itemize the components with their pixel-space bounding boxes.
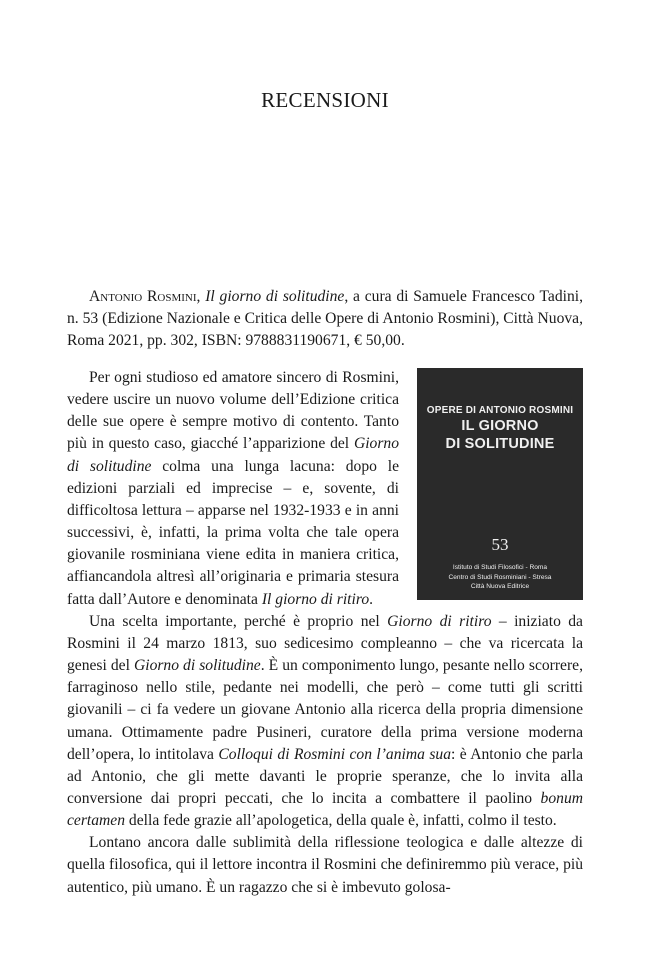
review-body [67,367,583,899]
text-run: : è Antonio che parla ad Antonio, che gli mette davanti le proprie speranze, che lo invita alla conversione dai propri peccati, che lo incita a combattere il paolino [67,745,584,807]
paragraph-3: Lontano ancora dalle sublimità della riflessione teologica e dalle altezze di quella filosofica, qui il lettore incontra il Rosmini che definiremmo più verace, più autentico, più umano. È un ragazzo che si è imbevuto golosa- [67,834,583,896]
text-run: – iniziato da Rosmini il 24 marzo 1813, suo sedicesimo compleanno – che va ricercata la genesi del [67,612,583,675]
italic-title: Giorno di solitudine [67,435,399,475]
italic-title: Colloqui di Rosmini con l’anima sua [218,745,452,763]
cover-publisher-line: Centro di Studi Rosminiani - Stresa [448,573,552,581]
text-run: . È un componimento lungo, pesante nello scorrere, farraginoso nello stile, pedante nei modelli, che però – come tutti gli scritti giovanili – ci fa vedere un giovane Antonio alla ricerca della propria dimensione umana. Ottimamente padre Pusineri, curatore della prima versione moderna dell’opera, lo intitolava [67,657,583,763]
cover-publisher-line: Città Nuova Editrice [470,583,530,590]
citation-separator: , [196,288,206,305]
book-citation [67,286,583,352]
cover-series-title: OPERE DI ANTONIO ROSMINI [426,405,574,416]
cover-title-line: IL GIORNO [461,418,539,434]
cover-book-title [417,417,583,453]
italic-title: Il giorno di ritiro [261,590,370,608]
book-cover-image [417,368,583,600]
text-run: Per ogni studioso ed amatore sincero di Rosmini, vedere uscire un nuovo volume dell’Edizione critica delle sue opere è sempre motivo di contento. Tanto più in questo caso, giacché l’apparizione del [67,369,399,453]
text-run: . [369,590,374,608]
italic-title: Giorno di ritiro [387,612,492,630]
cover-publisher-info [417,563,583,592]
text-run: colma una lunga lacuna: dopo le edizioni parziali ed imprecise – e, sovente, di difficoltosa lettura – apparse nel 1932-1933 e in anni successivi, è, infatti, la prima volta che tale opera giovanile rosminiana viene edita in maniera critica, affiancandola altresì all’originaria e primaria stesura fatta dall’Autore e denominata [67,457,399,608]
text-run: Una scelta importante, perché è proprio nel [89,612,388,630]
citation-author: Antonio Rosmini [89,288,197,305]
italic-title: Giorno di solitudine [133,657,261,675]
citation-details: , a cura di Samuele Francesco Tadini, n. 53 (Edizione Nazionale e Critica delle Opere di Antonio Rosmini), Città Nuova, Roma 2021, pp. 302, ISBN: 9788831190671, € 50,00. [67,288,583,349]
cover-title-line: DI SOLITUDINE [445,436,555,452]
paragraph-2 [67,611,583,833]
cover-publisher-line: Istituto di Studi Filosofici - Roma [452,564,548,571]
text-run: della fede grazie all’apologetica, della quale è, infatti, colmo il testo. [125,812,557,830]
italic-latin: bonum certamen [67,789,583,830]
citation-work-title: Il giorno di solitudine [205,288,345,305]
page-title: RECENSIONI [261,88,389,112]
cover-volume-number: 53 [491,535,509,554]
